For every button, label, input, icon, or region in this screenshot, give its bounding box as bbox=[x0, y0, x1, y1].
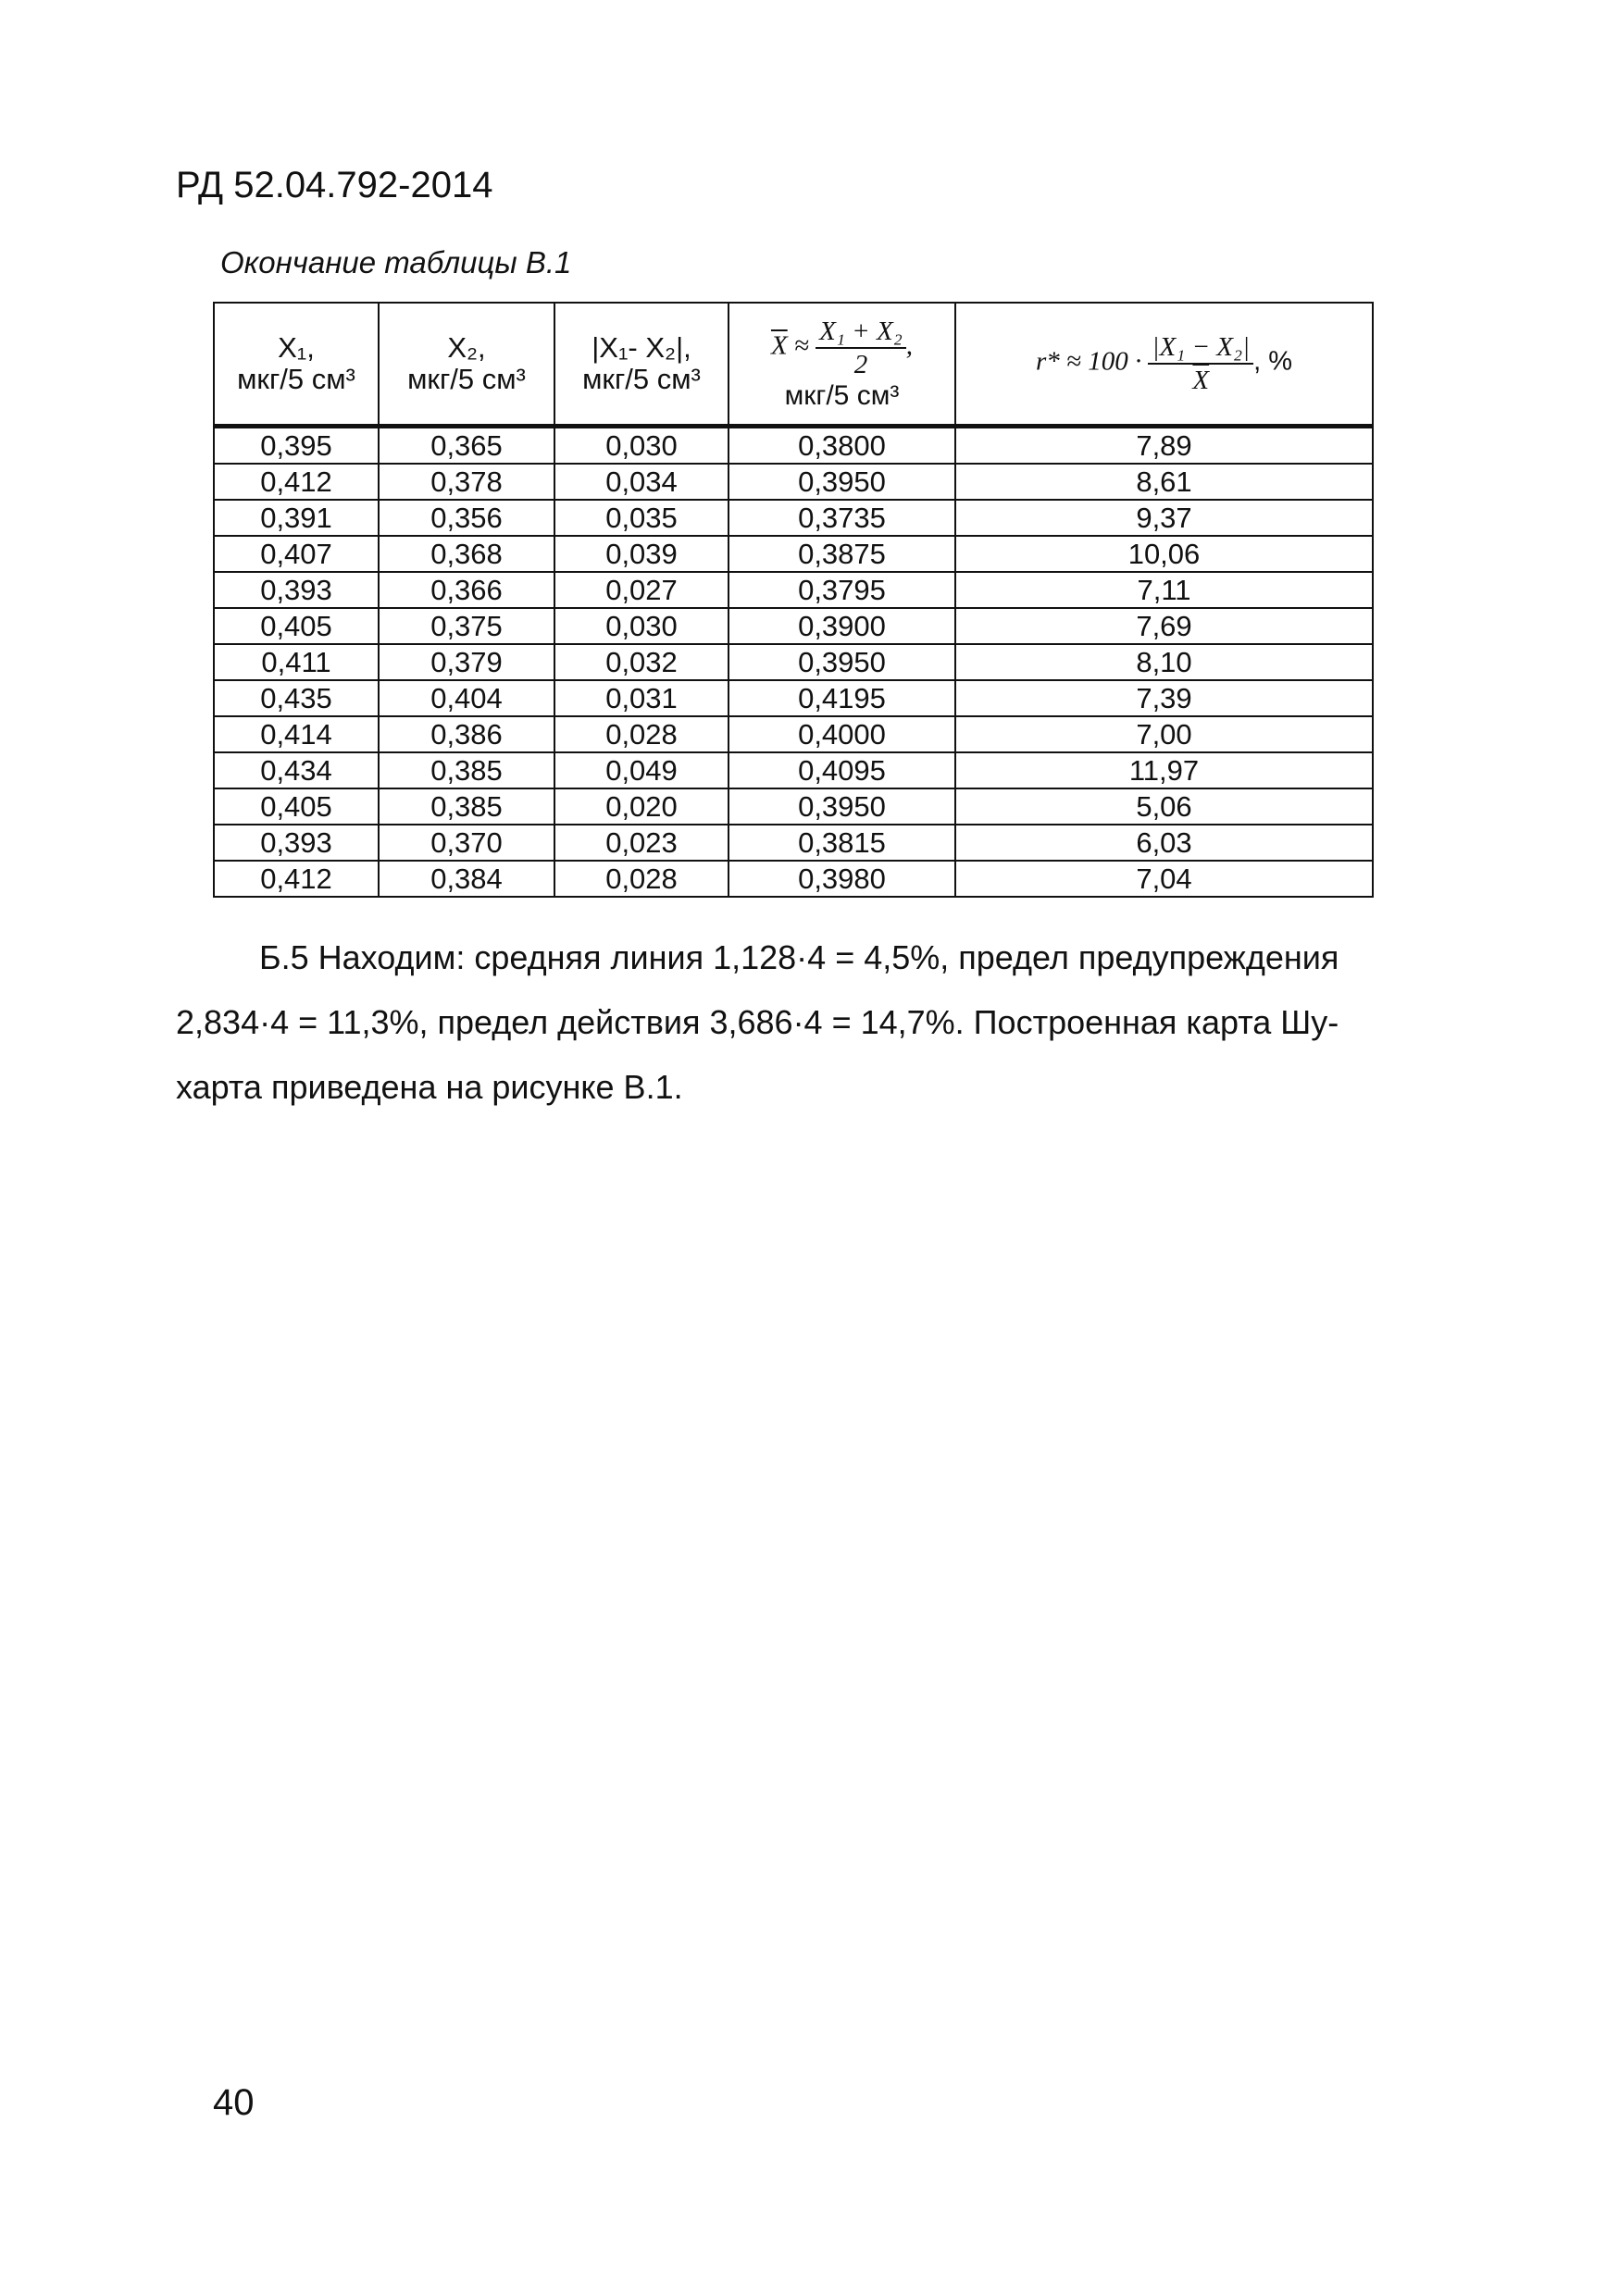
relative-formula-numerator: |X₁ − X₂| bbox=[1148, 331, 1253, 365]
column-header-x1-unit: мкг/5 см³ bbox=[237, 363, 355, 395]
table-cell: 0,405 bbox=[214, 788, 379, 825]
table-cell: 0,3815 bbox=[729, 825, 955, 861]
column-header-x2 bbox=[379, 303, 554, 427]
table-header-row bbox=[214, 303, 1373, 427]
table-cell: 0,3875 bbox=[729, 536, 955, 572]
table-cell: 7,04 bbox=[955, 861, 1373, 897]
table-row bbox=[214, 572, 1373, 608]
column-header-mean-unit: мкг/5 см³ bbox=[784, 380, 900, 411]
table-cell: 0,030 bbox=[554, 427, 729, 465]
table-cell: 0,034 bbox=[554, 464, 729, 500]
table-cell: 0,391 bbox=[214, 500, 379, 536]
table-cell: 0,375 bbox=[379, 608, 554, 644]
table-cell: 8,10 bbox=[955, 644, 1373, 680]
paragraph-b5 bbox=[176, 925, 1464, 1120]
mean-formula-denominator: 2 bbox=[853, 350, 868, 379]
table-caption: Окончание таблицы В.1 bbox=[220, 245, 572, 279]
table-cell: 0,412 bbox=[214, 464, 379, 500]
column-header-relative-diff bbox=[955, 303, 1373, 427]
column-header-mean bbox=[729, 303, 955, 427]
column-header-diff-name: |X₁- X₂|, bbox=[592, 331, 691, 364]
table-cell: 0,023 bbox=[554, 825, 729, 861]
table-row bbox=[214, 752, 1373, 788]
column-header-x2-name: X₂, bbox=[447, 331, 486, 364]
table-cell: 0,4195 bbox=[729, 680, 955, 716]
table-cell: 0,4095 bbox=[729, 752, 955, 788]
table-cell: 0,434 bbox=[214, 752, 379, 788]
table-cell: 7,39 bbox=[955, 680, 1373, 716]
table-cell: 0,385 bbox=[379, 752, 554, 788]
table-cell: 0,031 bbox=[554, 680, 729, 716]
table-row bbox=[214, 716, 1373, 752]
column-header-diff-unit: мкг/5 см³ bbox=[582, 363, 701, 395]
table-cell: 0,386 bbox=[379, 716, 554, 752]
relative-formula-fraction bbox=[1148, 331, 1253, 396]
table-row bbox=[214, 608, 1373, 644]
table-cell: 0,3795 bbox=[729, 572, 955, 608]
table-cell: 0,393 bbox=[214, 825, 379, 861]
table-cell: 0,032 bbox=[554, 644, 729, 680]
mean-formula-numerator: X₁ + X₂ bbox=[816, 316, 906, 349]
table-row bbox=[214, 464, 1373, 500]
table-row bbox=[214, 788, 1373, 825]
table-cell: 0,411 bbox=[214, 644, 379, 680]
table-cell: 0,405 bbox=[214, 608, 379, 644]
table-cell: 0,404 bbox=[379, 680, 554, 716]
mean-formula-eq: ≈ bbox=[793, 330, 809, 361]
table-cell: 0,030 bbox=[554, 608, 729, 644]
paragraph-line-1: Б.5 Находим: средняя линия 1,128·4 = 4,5%, предел предупреждения bbox=[259, 938, 1339, 976]
table-cell: 0,384 bbox=[379, 861, 554, 897]
table-cell: 6,03 bbox=[955, 825, 1373, 861]
column-header-x1 bbox=[214, 303, 379, 427]
column-header-x1-name: X₁, bbox=[278, 331, 315, 364]
paragraph-line-2: 2,834·4 = 11,3%, предел действия 3,686·4 = 14,7%. Построенная карта Шу- bbox=[176, 1003, 1339, 1041]
table-cell: 0,035 bbox=[554, 500, 729, 536]
table-cell: 0,412 bbox=[214, 861, 379, 897]
mean-formula-lhs: $\overline{X}$ bbox=[770, 330, 788, 361]
table-cell: 0,039 bbox=[554, 536, 729, 572]
table-row bbox=[214, 500, 1373, 536]
table-cell: 0,393 bbox=[214, 572, 379, 608]
table-cell: 0,368 bbox=[379, 536, 554, 572]
table-row bbox=[214, 427, 1373, 465]
page-number: 40 bbox=[213, 2082, 255, 2123]
table-cell: 8,61 bbox=[955, 464, 1373, 500]
table-cell: 0,3980 bbox=[729, 861, 955, 897]
table-cell: 5,06 bbox=[955, 788, 1373, 825]
mean-formula-tail: , bbox=[905, 330, 914, 361]
table-cell: 0,366 bbox=[379, 572, 554, 608]
table-cell: 0,3800 bbox=[729, 427, 955, 465]
table-row bbox=[214, 680, 1373, 716]
table-cell: 0,3735 bbox=[729, 500, 955, 536]
table-cell: 9,37 bbox=[955, 500, 1373, 536]
table-body bbox=[214, 427, 1373, 898]
table-cell: 0,3950 bbox=[729, 464, 955, 500]
table-cell: 0,356 bbox=[379, 500, 554, 536]
table-row bbox=[214, 536, 1373, 572]
table-cell: 10,06 bbox=[955, 536, 1373, 572]
document-code: РД 52.04.792-2014 bbox=[176, 165, 493, 205]
table-cell: 0,027 bbox=[554, 572, 729, 608]
table-cell: 0,379 bbox=[379, 644, 554, 680]
table-cell: 0,3950 bbox=[729, 788, 955, 825]
relative-formula-lhs: r* ≈ 100 · bbox=[1036, 346, 1142, 377]
table-row bbox=[214, 825, 1373, 861]
table-cell: 0,028 bbox=[554, 861, 729, 897]
table-cell: 0,4000 bbox=[729, 716, 955, 752]
table-cell: 7,00 bbox=[955, 716, 1373, 752]
table-cell: 0,020 bbox=[554, 788, 729, 825]
paragraph-line-3: харта приведена на рисунке В.1. bbox=[176, 1068, 683, 1106]
relative-formula-tail: , % bbox=[1253, 346, 1292, 377]
table-cell: 0,028 bbox=[554, 716, 729, 752]
table-row bbox=[214, 644, 1373, 680]
table-cell: 0,049 bbox=[554, 752, 729, 788]
table-cell: 0,395 bbox=[214, 427, 379, 465]
table-cell: 0,378 bbox=[379, 464, 554, 500]
table-cell: 0,407 bbox=[214, 536, 379, 572]
table-cell: 0,385 bbox=[379, 788, 554, 825]
table-cell: 7,69 bbox=[955, 608, 1373, 644]
relative-formula-denominator: X bbox=[1192, 366, 1210, 395]
table-cell: 0,3900 bbox=[729, 608, 955, 644]
table-cell: 7,89 bbox=[955, 427, 1373, 465]
column-header-x2-unit: мкг/5 см³ bbox=[407, 363, 526, 395]
column-header-diff bbox=[554, 303, 729, 427]
table-cell: 0,3950 bbox=[729, 644, 955, 680]
table-cell: 11,97 bbox=[955, 752, 1373, 788]
table-cell: 0,435 bbox=[214, 680, 379, 716]
table-cell: 0,414 bbox=[214, 716, 379, 752]
table-cell: 0,365 bbox=[379, 427, 554, 465]
table-row bbox=[214, 861, 1373, 897]
data-table bbox=[213, 302, 1374, 898]
table-cell: 7,11 bbox=[955, 572, 1373, 608]
table-cell: 0,370 bbox=[379, 825, 554, 861]
mean-formula-fraction bbox=[816, 316, 906, 380]
